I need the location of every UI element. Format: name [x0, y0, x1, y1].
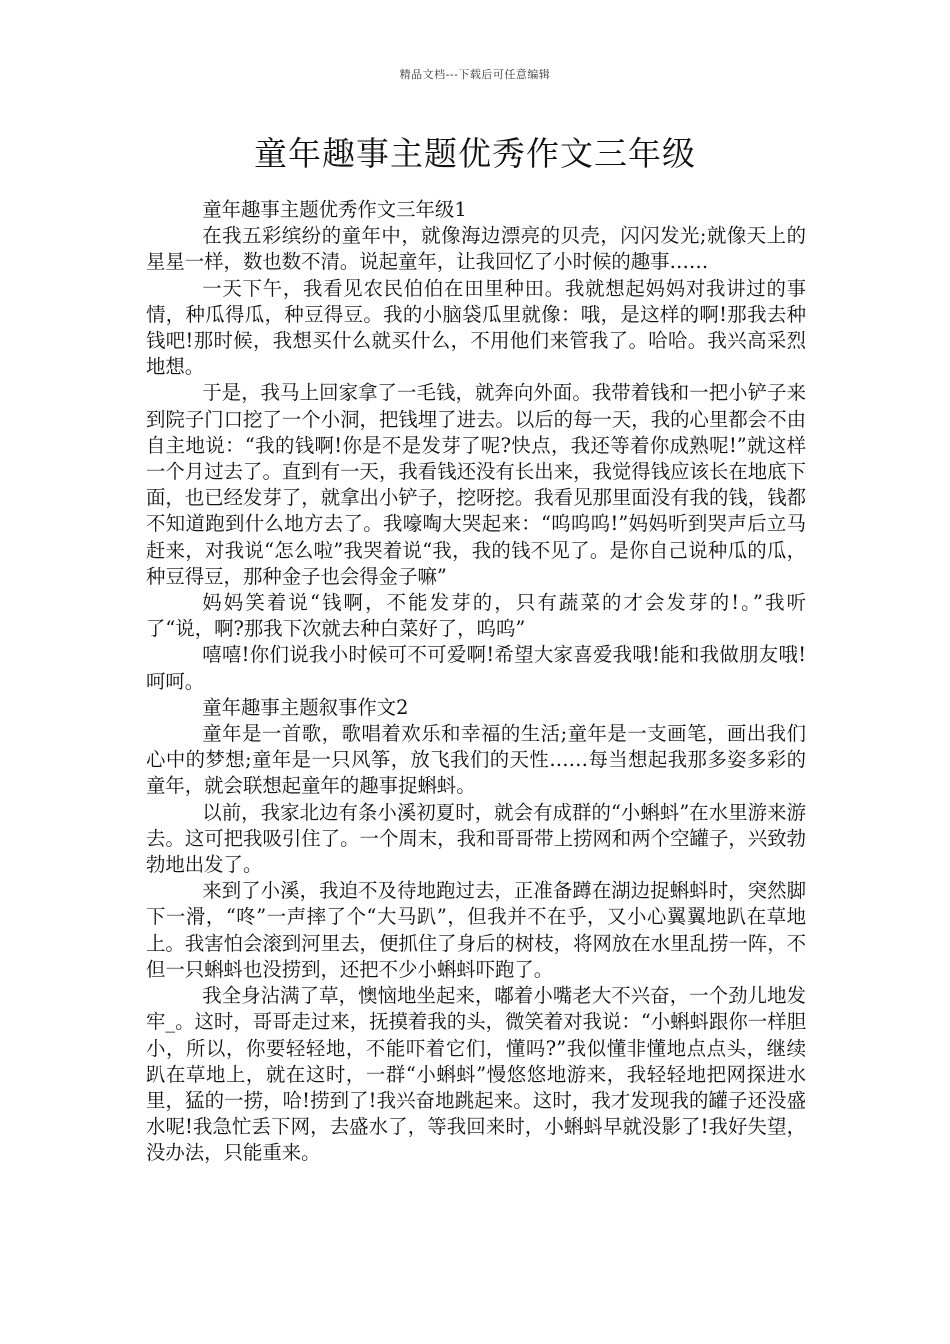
- paragraph: 在我五彩缤纷的童年中，就像海边漂亮的贝壳，闪闪发光;就像天上的星星一样，数也数不清。说起童年，让我回忆了小时候的趣事……: [146, 224, 806, 274]
- section-heading-1: 童年趣事主题优秀作文三年级1: [202, 198, 467, 221]
- section-heading-2: 童年趣事主题叙事作文2: [202, 695, 409, 719]
- paragraph: 来到了小溪，我迫不及待地跑过去，正准备蹲在湖边捉蝌蚪时，突然脚下一滑，“咚”一声摔了个“大马趴”，但我并不在乎，又小心翼翼地趴在草地上。我害怕会滚到河里去，便抓住了身后的树枝，将网放在水里乱捞一阵，不但一只蝌蚪也没捞到，还把不少小蝌蚪吓跑了。: [146, 879, 806, 981]
- paragraph: 妈妈笑着说“钱啊，不能发芽的，只有蔬菜的才会发芽的!。”我听了“说，啊?那我下次就去种白菜好了，呜呜”: [146, 591, 806, 641]
- paragraph: 于是，我马上回家拿了一毛钱，就奔向外面。我带着钱和一把小铲子来到院子门口挖了一个小洞，把钱埋了进去。以后的每一天，我的心里都会不由自主地说：“我的钱啊!你是不是发芽了呢?快点，我还等着你成熟呢!”就这样一个月过去了。直到有一天，我看钱还没有长出来，我觉得钱应该长在地底下面，也已经发芽了，就拿出小铲子，挖呀挖。我看见那里面没有我的钱，钱都不知道跑到什么地方去了。我嚎啕大哭起来：“呜呜呜!”妈妈听到哭声后立马赶来，对我说“怎么啦”我哭着说“我，我的钱不见了。是你自己说种瓜的瓜，种豆得豆，那种金子也会得金子嘛”: [146, 381, 806, 588]
- document-body: [146, 197, 806, 1167]
- paragraph: 一天下午，我看见农民伯伯在田里种田。我就想起妈妈对我讲过的事情，种瓜得瓜，种豆得豆。我的小脑袋瓜里就像：哦，是这样的啊!那我去种钱吧!那时候，我想买什么就买什么，不用他们来管我了。哈哈。我兴高采烈地想。: [146, 276, 806, 379]
- page-header: 精品文档---下载后可任意编辑: [399, 68, 551, 81]
- document-title: 童年趣事主题优秀作文三年级: [254, 134, 696, 173]
- paragraph: 嘻嘻!你们说我小时候可不可爱啊!希望大家喜爱我哦!能和我做朋友哦!呵呵。: [146, 643, 806, 693]
- paragraph: 童年是一首歌，歌唱着欢乐和幸福的生活;童年是一支画笔，画出我们心中的梦想;童年是一只风筝，放飞我们的天性……每当想起我那多姿多彩的童年，就会联想起童年的趣事捉蝌蚪。: [146, 722, 806, 798]
- paragraph: 以前，我家北边有条小溪初夏时，就会有成群的“小蝌蚪”在水里游来游去。这可把我吸引住了。一个周末，我和哥哥带上捞网和两个空罐子，兴致勃勃地出发了。: [146, 800, 806, 877]
- paragraph: 我全身沾满了草，懊恼地坐起来，嘟着小嘴老大不兴奋，一个劲儿地发牢_。这时，哥哥走过来，抚摸着我的头，微笑着对我说：“小蝌蚪跟你一样胆小，所以，你要轻轻地，不能吓着它们，懂吗?”我似懂非懂地点点头，继续趴在草地上，就在这时，一群“小蝌蚪”慢悠悠地游来，我轻轻地把网探进水里，猛的一捞，哈!捞到了!我兴奋地跳起来。这时，我才发现我的罐子还没盛水呢!我急忙丢下网，去盛水了，等我回来时，小蝌蚪早就没影了!我好失望，没办法，只能重来。: [146, 984, 806, 1165]
